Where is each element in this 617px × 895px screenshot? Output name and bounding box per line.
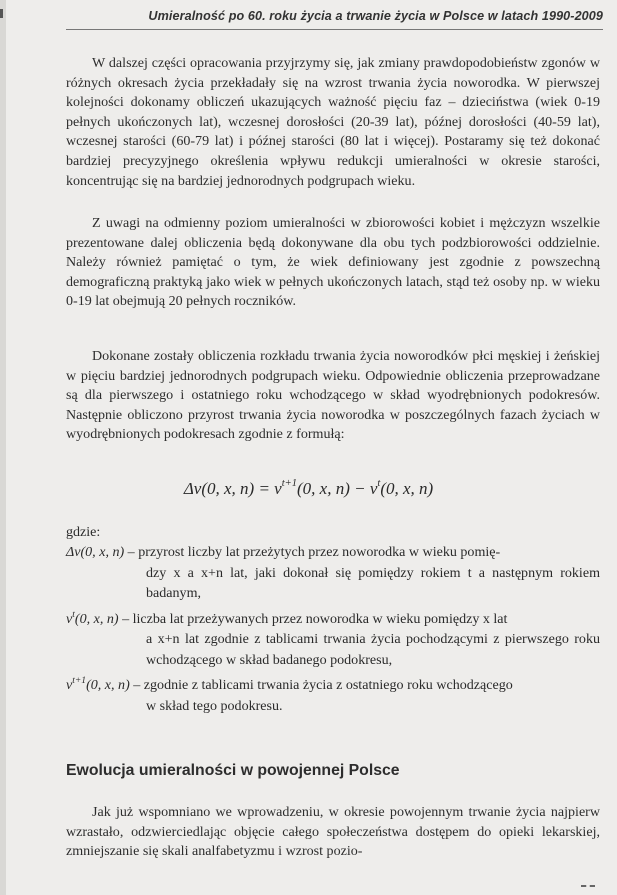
formula-lhs: Δv(0, x, n) = v <box>183 479 282 498</box>
section-heading: Ewolucja umieralności w powojennej Polsce <box>66 762 400 779</box>
paragraph-1 <box>66 54 600 191</box>
paragraph-3 <box>66 347 600 445</box>
definition-first-line <box>66 605 600 630</box>
term-symbol: Δv(0, x, n) <box>66 544 125 560</box>
formula-sup-1: t+1 <box>281 478 297 489</box>
header-rule <box>66 29 603 30</box>
formula-sup-2: t <box>377 478 381 489</box>
term-args: (0, x, n) <box>86 677 130 693</box>
term-symbol: v <box>66 610 73 627</box>
definition-text-first: – liczba lat przeżywanych przez noworodka w wieku pomiędzy x lat <box>118 610 508 627</box>
paragraph-2 <box>66 214 600 312</box>
paragraph-3-text: Dokonane zostały obliczenia rozkładu trwania życia noworodków płci męskiej i żeńskiej w pięciu bardziej jednorodnych podgrupach wieku. Odpowiednie obliczenia przeprowadzane są dla pierwszego i ostatniego roku wchodzącego w skład wyodrębnionych podokresów. Następnie obliczono przyrost trwania życia noworodka w poszczególnych fazach życiach w wyodrębnionych podokresach zgodnie z formułą: <box>66 348 600 443</box>
definitions-list <box>66 542 600 717</box>
term-superscript: t+1 <box>72 676 87 686</box>
definition-first-line <box>66 542 600 563</box>
paragraph-4 <box>66 803 600 862</box>
page-edge-marks <box>581 885 595 890</box>
definition-term <box>66 544 124 560</box>
term-superscript: t <box>72 609 75 620</box>
definition-text-rest: a x+n lat zgodnie z tablicami trwania życia pochodzącymi z pierwszego roku wchodzącego w skład badanego podokresu, <box>146 631 600 668</box>
paragraph-1-text: W dalszej części opracowania przyjrzymy się, jak zmiany prawdopodobieństw zgonów w różnych okresach życia przekładały się na wzrost trwania życia noworodka. W pierwszej kolejności dokonamy obliczeń ukazujących ważność pięciu faz – dzieciństwa (wiek 0-19 pełnych ukończonych lat), wczesnej dorosłości (20-39 lat), późnej dorosłości (40-59 lat), wczesnej starości (60-79 lat) i późnej starości (80 lat i więcej). Postaramy się też dokonać bardziej precyzyjnego określenia wpływu redukcji umieralności w okresie starości, koncentrując się na bardziej jednorodnych podgrupach wieku. <box>66 55 600 189</box>
page-binding-edge <box>0 0 6 895</box>
definition-text-rest: dzy x a x+n lat, jaki dokonał się pomiędzy rokiem t a następnym rokiem badanym, <box>146 564 600 601</box>
definition-first-line <box>66 671 600 696</box>
definition-item <box>66 605 600 671</box>
definitions-intro: gdzie: <box>66 524 101 540</box>
term-symbol: v <box>66 677 73 693</box>
paragraph-2-text: Z uwagi na odmienny poziom umieralności w zbiorowości kobiet i mężczyzn wszelkie prezentowane dalej obliczenia będą dokonywane dla obu tych podzbiorowości oddzielnie. Należy również pamiętać o tym, że wiek definiowany jest zgodnie z powszechną demograficzną praktyką jako wiek w pełnych ukończonych latach, stąd też osoby np. w wieku 0-19 lat obejmują 20 pełnych roczników. <box>66 215 600 310</box>
formula-mid: (0, x, n) − v <box>297 479 378 498</box>
definition-term <box>66 677 130 693</box>
paragraph-4-text: Jak już wspomniano we wprowadzeniu, w okresie powojennym trwanie życia najpierw wzrastało, odzwierciedlając objęcie całego społeczeństwa dostępem do opieki lekarskiej, zmniejszanie się skali analfabetyzmu i wzrost pozio- <box>66 804 600 860</box>
definition-item <box>66 671 600 716</box>
running-header: Umieralność po 60. roku życia a trwanie życia w Polsce w latach 1990-2009 <box>148 9 603 23</box>
corner-mark <box>0 9 3 18</box>
definition-text-first: – przyrost liczby lat przeżytych przez noworodka w wieku pomię- <box>124 544 501 560</box>
definition-text-rest: w skład tego podokresu. <box>146 697 283 714</box>
formula-rhs: (0, x, n) <box>380 479 434 498</box>
definition-text-first: – zgodnie z tablicami trwania życia z ostatniego roku wchodzącego <box>129 677 513 693</box>
formula <box>0 478 617 499</box>
definition-term <box>66 611 119 627</box>
definition-item <box>66 542 600 604</box>
term-args: (0, x, n) <box>74 610 119 627</box>
